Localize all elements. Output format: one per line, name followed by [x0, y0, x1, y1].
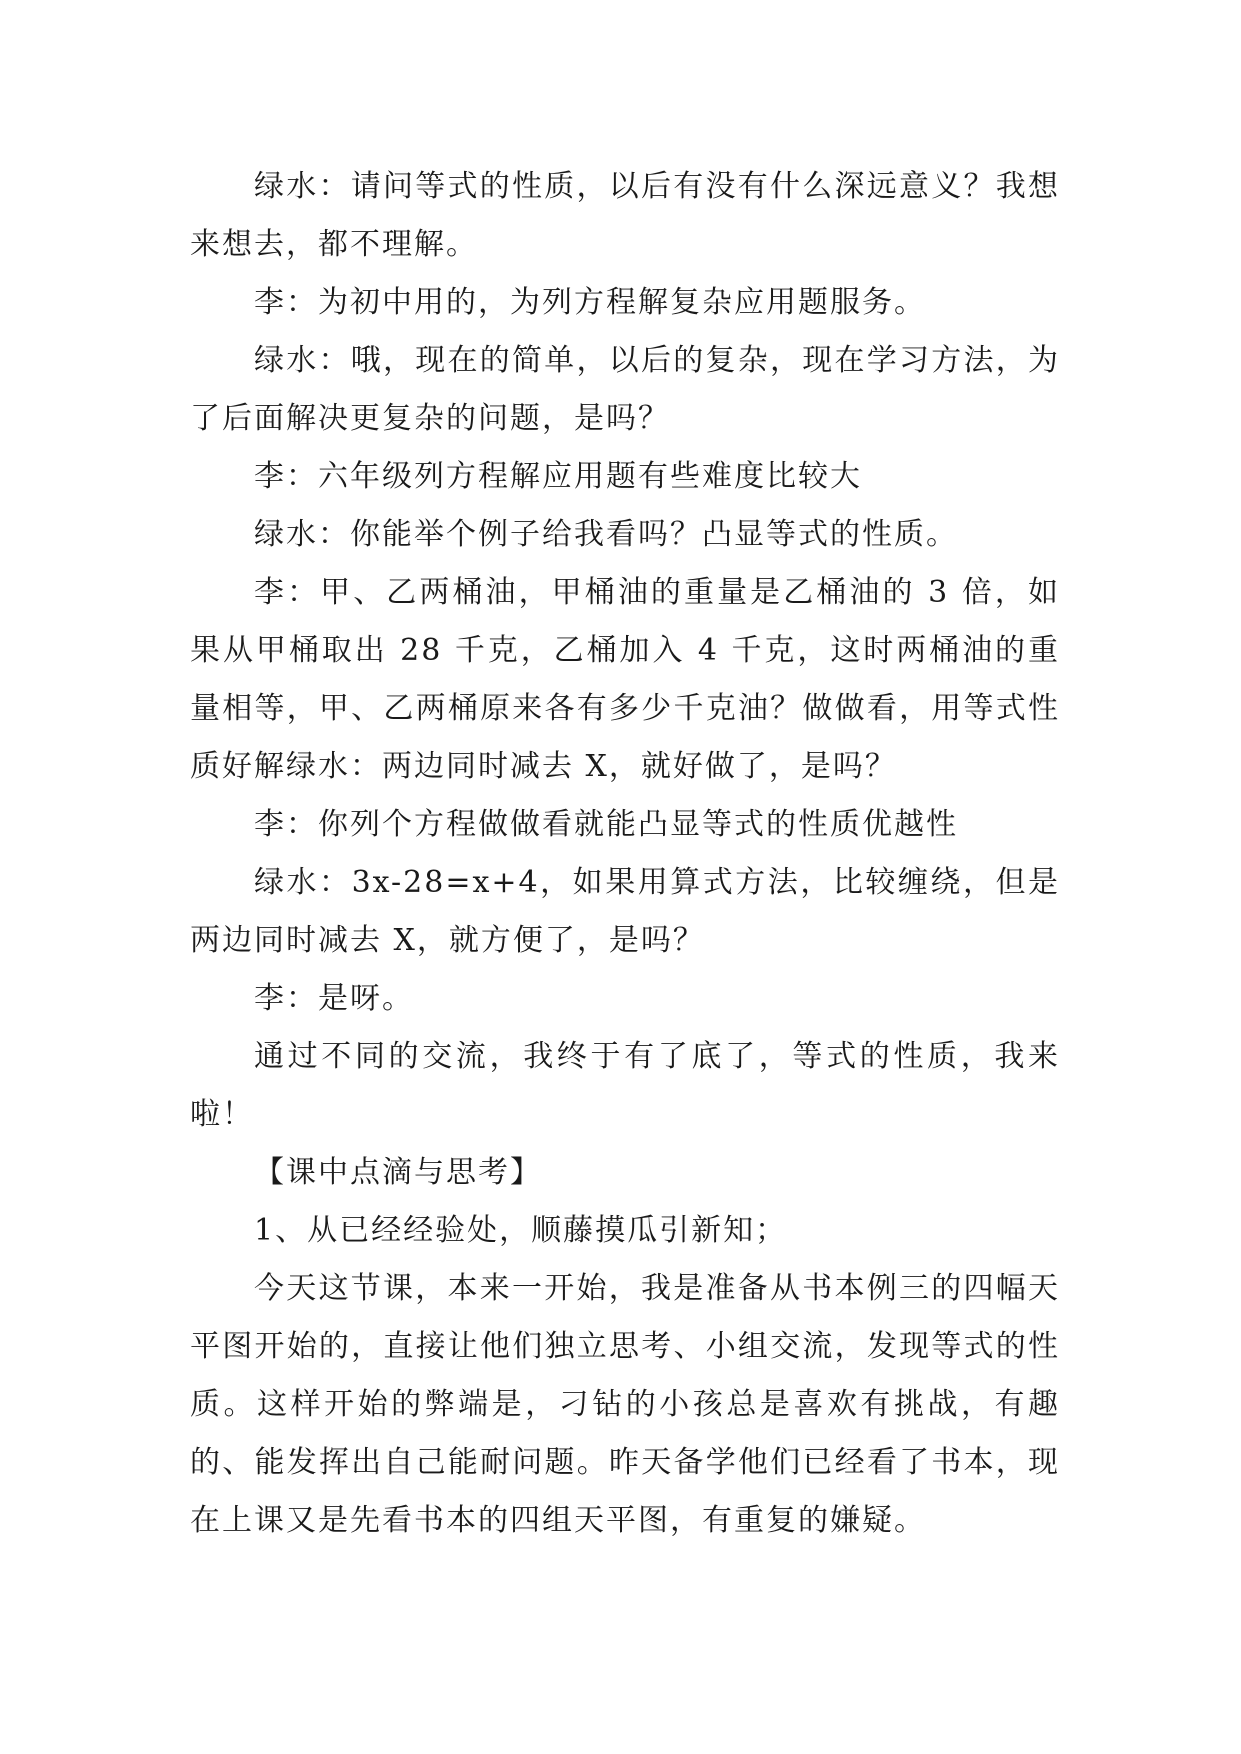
- paragraph-9: 李：是呀。: [254, 981, 414, 1016]
- paragraph-2: 李：为初中用的，为列方程解复杂应用题服务。: [254, 285, 926, 320]
- paragraph-10: 通过不同的交流，我终于有了底了，等式的性质，我来啦！: [190, 1039, 1060, 1132]
- document-body: [190, 158, 1060, 1550]
- paragraph-3: 绿水：哦，现在的简单，以后的复杂，现在学习方法，为了后面解决更复杂的问题，是吗？: [190, 343, 1060, 436]
- paragraph-7: 李：你列个方程做做看就能凸显等式的性质优越性: [254, 807, 958, 842]
- paragraph-8: 绿水：3x-28=x+4，如果用算式方法，比较缠绕，但是两边同时减去 X，就方便了，是吗？: [190, 865, 1060, 958]
- paragraph-6: 李：甲、乙两桶油，甲桶油的重量是乙桶油的 3 倍，如果从甲桶取出 28 千克，乙桶加入 4 千克，这时两桶油的重量相等，甲、乙两桶原来各有多少千克油？做做看，用等式性质好解绿水：两边同时减去 X，就好做了，是吗？: [190, 575, 1060, 784]
- section-heading: 【课中点滴与思考】: [254, 1155, 542, 1190]
- list-item-1: 1、从已经经验处，顺藤摸瓜引新知；: [254, 1213, 788, 1248]
- paragraph-4: 李：六年级列方程解应用题有些难度比较大: [254, 459, 862, 494]
- paragraph-1: 绿水：请问等式的性质，以后有没有什么深远意义？我想来想去，都不理解。: [190, 169, 1060, 262]
- paragraph-11: 今天这节课，本来一开始，我是准备从书本例三的四幅天平图开始的，直接让他们独立思考、小组交流，发现等式的性质。这样开始的弊端是，刁钻的小孩总是喜欢有挑战，有趣的、能发挥出自己能耐问题。昨天备学他们已经看了书本，现在上课又是先看书本的四组天平图，有重复的嫌疑。: [190, 1271, 1060, 1538]
- paragraph-5: 绿水：你能举个例子给我看吗？凸显等式的性质。: [254, 517, 958, 552]
